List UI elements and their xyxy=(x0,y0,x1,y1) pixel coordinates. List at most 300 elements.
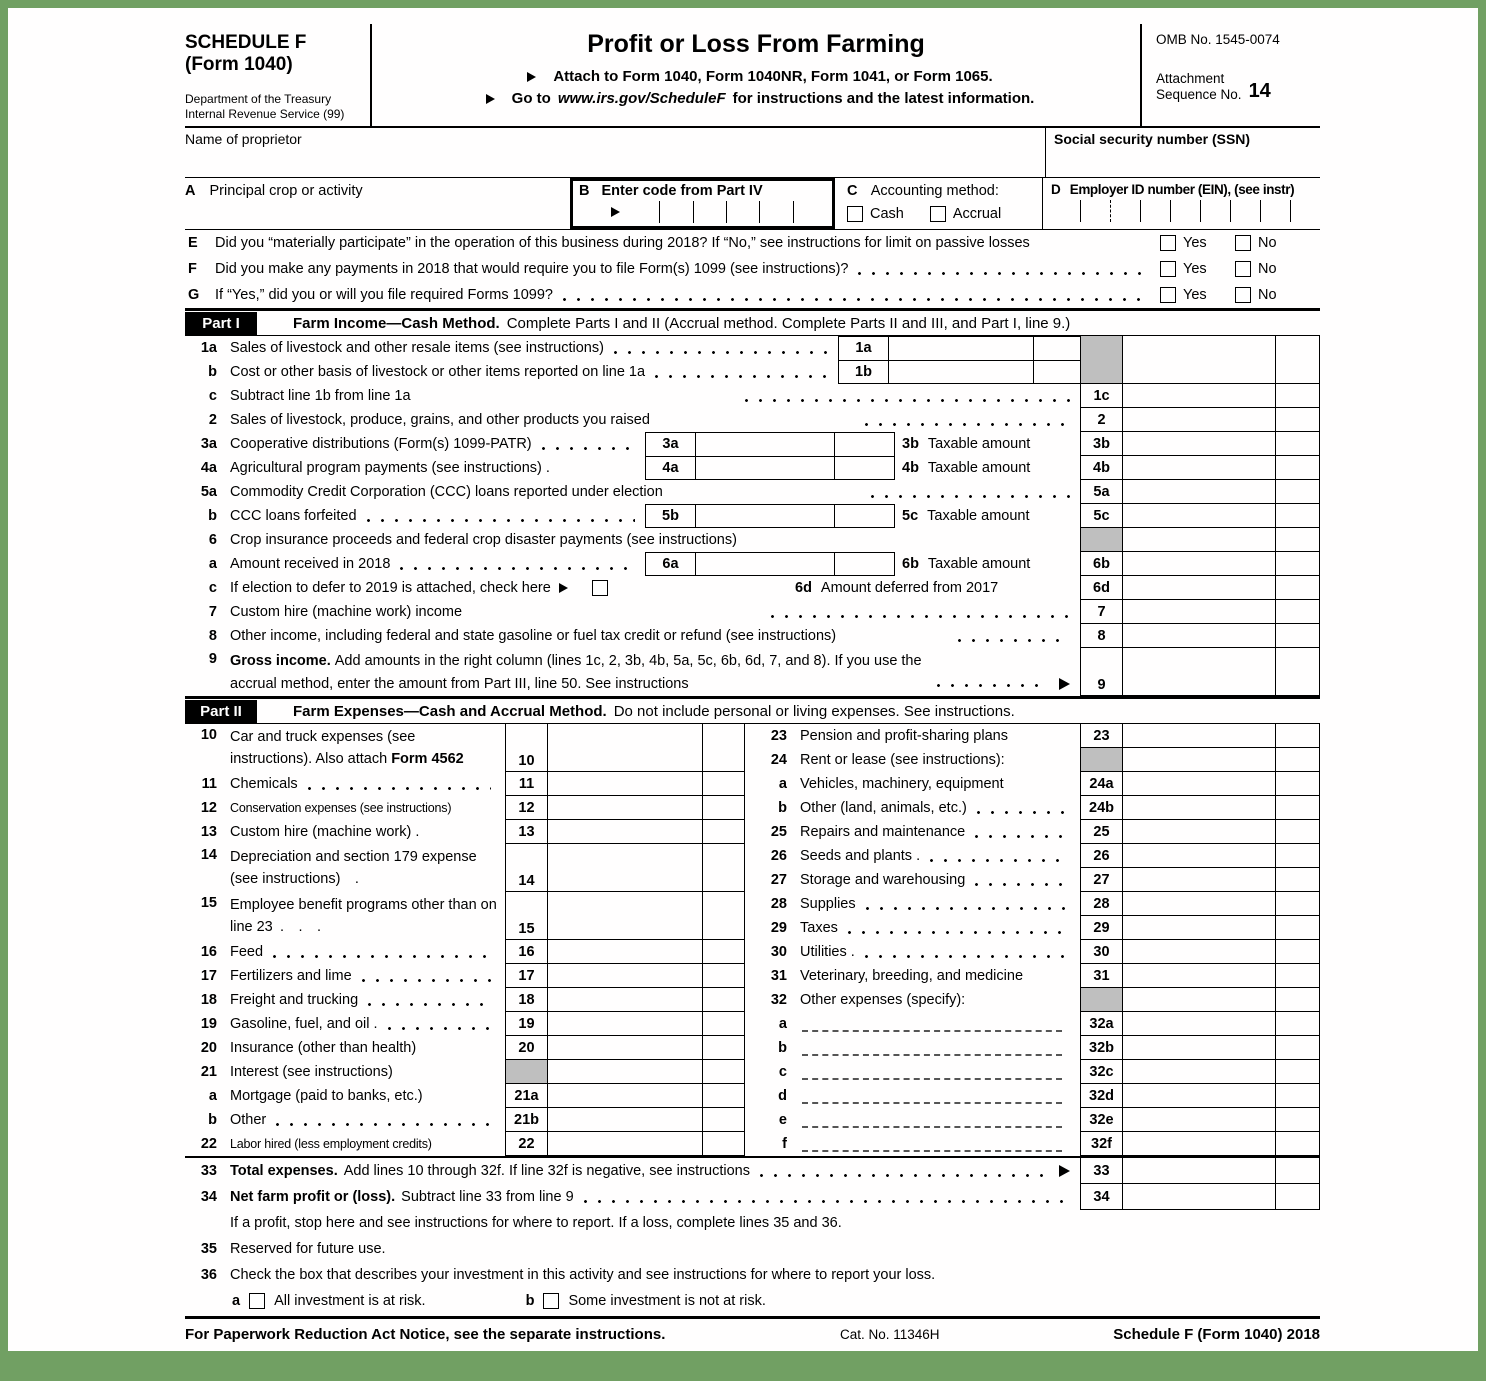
line-21b-cents-field[interactable] xyxy=(702,1108,745,1132)
code-box-cell[interactable] xyxy=(726,201,759,223)
line-number: 20 xyxy=(200,1040,217,1056)
line-32d-box-label: 32d xyxy=(1080,1084,1123,1108)
line-11-cents-field[interactable] xyxy=(702,772,745,796)
line-c-cell xyxy=(835,178,1042,229)
dot-leader xyxy=(400,567,635,570)
line-number: 33 xyxy=(200,1163,217,1179)
line-label: Utilities . xyxy=(800,944,855,960)
line-20-amount-field[interactable] xyxy=(548,1036,702,1060)
line-label: Gasoline, fuel, and oil . xyxy=(230,1016,378,1032)
line-24b-amount-field[interactable] xyxy=(1123,796,1275,820)
line-34-amount-field[interactable] xyxy=(1123,1184,1275,1210)
total-row-33 xyxy=(185,1158,1320,1184)
part2-row-14 xyxy=(185,844,747,892)
line-description xyxy=(230,1108,505,1132)
line-32c-amount-field[interactable] xyxy=(1123,1060,1275,1084)
yes-checkbox-E[interactable] xyxy=(1160,235,1176,251)
line-a-cell xyxy=(185,178,570,229)
code-box-cell[interactable] xyxy=(626,201,659,223)
line-11-box-label: 11 xyxy=(505,772,548,796)
line-32b-cents-field[interactable] xyxy=(1275,1036,1320,1060)
line-2-cents-field[interactable] xyxy=(1275,408,1320,432)
line-6-amount-field[interactable] xyxy=(1123,528,1275,552)
line-d-header xyxy=(1051,182,1320,197)
line-23-box-label: 23 xyxy=(1080,724,1123,748)
yes-checkbox-F[interactable] xyxy=(1160,261,1176,277)
ein-box-cell[interactable] xyxy=(1140,200,1170,222)
line-17-amount-field[interactable] xyxy=(548,964,702,988)
line-21-amount-field[interactable] xyxy=(548,1060,702,1084)
line-21-box-label xyxy=(505,1060,548,1084)
line-5a-cents-field[interactable] xyxy=(1275,480,1320,504)
ein-box-cell[interactable] xyxy=(1080,200,1110,222)
no-checkbox-F[interactable] xyxy=(1235,261,1251,277)
part2-row-24b xyxy=(755,796,1320,820)
proprietor-name-cell xyxy=(185,128,1045,177)
line-label-text: Subtract line 33 from line 9 xyxy=(401,1189,574,1205)
omb-number: OMB No. 1545-0074 xyxy=(1156,32,1280,47)
line-number: 8 xyxy=(208,628,217,644)
line-36ab-row xyxy=(185,1288,1320,1313)
line-6d-cents-field[interactable] xyxy=(1275,576,1320,600)
goto-pre-text: Go to xyxy=(511,90,551,107)
line-31-box-label: 31 xyxy=(1080,964,1123,988)
specify-line-32e[interactable] xyxy=(802,1126,1062,1128)
line-9-cents-field[interactable] xyxy=(1275,648,1320,696)
line-17-box-label: 17 xyxy=(505,964,548,988)
line-description xyxy=(230,360,838,384)
line-number: 14 xyxy=(200,847,217,863)
ein-box-cell[interactable] xyxy=(1170,200,1200,222)
line-number: 28 xyxy=(770,896,787,912)
line-8-cents-field[interactable] xyxy=(1275,624,1320,648)
line-8-box-label: 8 xyxy=(1080,624,1123,648)
line-3b-amount-field[interactable] xyxy=(1123,432,1275,456)
line-number: a xyxy=(778,1016,787,1032)
question-letter: F xyxy=(188,261,197,277)
line-27-cents-field[interactable] xyxy=(1275,868,1320,892)
part1-row-5c xyxy=(185,504,1320,528)
code-box-cell[interactable] xyxy=(659,201,692,223)
line-13-amount-field[interactable] xyxy=(548,820,702,844)
line-18-amount-field[interactable] xyxy=(548,988,702,1012)
line-4b-amount-field[interactable] xyxy=(1123,456,1275,480)
part2-row-13 xyxy=(185,820,747,844)
profit-note-row xyxy=(185,1210,1320,1236)
line-12-cents-field[interactable] xyxy=(702,796,745,820)
line-24-amount-field[interactable] xyxy=(1123,748,1275,772)
line-number: 26 xyxy=(770,848,787,864)
line-19-amount-field[interactable] xyxy=(548,1012,702,1036)
line-number: d xyxy=(778,1088,787,1104)
ein-box-cell[interactable] xyxy=(1230,200,1260,222)
line-32a-cents-field[interactable] xyxy=(1275,1012,1320,1036)
ein-box-cell[interactable] xyxy=(1290,200,1320,222)
line-1b-inner-field[interactable] xyxy=(889,361,1033,383)
part1-row-6b xyxy=(185,552,1320,576)
line-description xyxy=(230,648,927,696)
line-21a-cents-field[interactable] xyxy=(702,1084,745,1108)
part1-subtitle: Complete Parts I and II (Accrual method. Complete Parts II and III, and Part I, line 9.) xyxy=(506,314,1071,332)
line-description xyxy=(230,844,505,892)
line-32a-box-label: 32a xyxy=(1080,1012,1123,1036)
line-description xyxy=(230,772,505,796)
line-description xyxy=(800,724,1080,748)
line-7-box-label: 7 xyxy=(1080,600,1123,624)
line-number: 29 xyxy=(770,920,787,936)
line-24a-cents-field[interactable] xyxy=(1275,772,1320,796)
line-number: c xyxy=(778,1064,787,1080)
line-number: 5a xyxy=(200,484,217,500)
line-6a-inner-cents[interactable] xyxy=(834,553,894,575)
line-b-label: Enter code from Part IV xyxy=(601,183,763,199)
line-description xyxy=(800,796,1080,820)
line-description xyxy=(230,384,735,408)
code-box-cell[interactable] xyxy=(759,201,792,223)
line-15-amount-field[interactable] xyxy=(548,892,702,940)
part2-row-10 xyxy=(185,724,747,772)
line-1a-inner-field[interactable] xyxy=(889,337,1033,360)
line-32f-cents-field[interactable] xyxy=(1275,1132,1320,1156)
line-7-cents-field[interactable] xyxy=(1275,600,1320,624)
line-description xyxy=(230,724,505,772)
department-line-1: Department of the Treasury xyxy=(185,91,332,106)
line-6d-amount-field[interactable] xyxy=(1123,576,1275,600)
specify-line-32d[interactable] xyxy=(802,1102,1062,1104)
part2-left-column xyxy=(185,724,747,1156)
dot-leader xyxy=(930,859,1066,862)
line-label: Storage and warehousing xyxy=(800,872,966,888)
line-32-cents-field[interactable] xyxy=(1275,988,1320,1012)
line-number: c xyxy=(208,388,217,404)
line-17-cents-field[interactable] xyxy=(702,964,745,988)
no-label: No xyxy=(1258,235,1277,251)
line-14-box-label: 14 xyxy=(505,844,548,892)
line-8-amount-field[interactable] xyxy=(1123,624,1275,648)
line-32c-cents-field[interactable] xyxy=(1275,1060,1320,1084)
part1-title: Farm Income—Cash Method. xyxy=(293,314,500,332)
dot-leader xyxy=(614,351,828,354)
paperwork-notice: For Paperwork Reduction Act Notice, see the separate instructions. xyxy=(185,1326,666,1343)
line-1a-inner-cents[interactable] xyxy=(1033,337,1080,360)
line-label-text: Commodity Credit Corporation (CCC) loans reported under election xyxy=(230,484,663,500)
ein-box-cell[interactable] xyxy=(1110,200,1140,222)
line-number: 25 xyxy=(770,824,787,840)
some-investment-not-at-risk-checkbox[interactable] xyxy=(543,1293,559,1309)
line-number: b xyxy=(208,508,217,524)
deferred-line-number: 6d xyxy=(795,580,812,596)
schedule-name: SCHEDULE F xyxy=(185,32,307,53)
part2-row-22 xyxy=(185,1132,747,1156)
line-32-amount-field[interactable] xyxy=(1123,988,1275,1012)
line-3b-cents-field[interactable] xyxy=(1275,432,1320,456)
line-label: Vehicles, machinery, equipment xyxy=(800,776,1004,792)
line-description xyxy=(230,552,645,576)
line-24-cents-field[interactable] xyxy=(1275,748,1320,772)
line-5a-box-label: 5a xyxy=(1080,480,1123,504)
line-label-text: Add amounts in the right column (lines 1c, 2, 3b, 4b, 5a, 5c, 6b, 6d, 7, and 8). If you use the accrual method, enter the amount from Part III, line 50. See instructions xyxy=(230,652,922,692)
ssn-input[interactable] xyxy=(1046,148,1320,175)
line-25-cents-field[interactable] xyxy=(1275,820,1320,844)
line-20-cents-field[interactable] xyxy=(702,1036,745,1060)
line-5a-amount-field[interactable] xyxy=(1123,480,1275,504)
line-16-box-label: 16 xyxy=(505,940,548,964)
part2-row-20 xyxy=(185,1036,747,1060)
line-30-amount-field[interactable] xyxy=(1123,940,1275,964)
line-36-label: Check the box that describes your investment in this activity and see instructions for where to report your loss. xyxy=(230,1267,936,1283)
line-32d-cents-field[interactable] xyxy=(1275,1084,1320,1108)
arrow-icon xyxy=(611,207,620,217)
taxable-amount-zone xyxy=(895,504,1080,528)
line-description xyxy=(230,624,948,648)
line-34-cents-field[interactable] xyxy=(1275,1184,1320,1210)
question-text: Did you make any payments in 2018 that would require you to file Form(s) 1099 (see instructions)? xyxy=(215,261,849,277)
line-1c-cents-field[interactable] xyxy=(1275,384,1320,408)
line-32e-amount-field[interactable] xyxy=(1123,1108,1275,1132)
line-22-cents-field[interactable] xyxy=(702,1132,745,1156)
line-4a-inner-box xyxy=(645,456,895,480)
defer-election-checkbox[interactable] xyxy=(592,580,608,596)
line-label-bold: Gross income. xyxy=(230,652,335,669)
arrow-icon xyxy=(1059,1165,1070,1177)
line-label: Agricultural program payments (see instructions) . xyxy=(230,460,550,476)
proprietor-name-input[interactable] xyxy=(185,148,1045,175)
line-1c-amount-field[interactable] xyxy=(1123,384,1275,408)
line-18-cents-field[interactable] xyxy=(702,988,745,1012)
ein-box-cell[interactable] xyxy=(1051,200,1080,222)
line-number: f xyxy=(782,1136,787,1152)
line-14-amount-field[interactable] xyxy=(548,844,702,892)
line-32a-amount-field[interactable] xyxy=(1123,1012,1275,1036)
line-10-amount-field[interactable] xyxy=(548,724,702,772)
line-35-row xyxy=(185,1236,1320,1262)
part2-row-32f xyxy=(755,1132,1320,1156)
part1-row-5a xyxy=(185,480,1320,504)
line-21a-amount-field[interactable] xyxy=(548,1084,702,1108)
question-letter: G xyxy=(188,287,200,303)
line-13-cents-field[interactable] xyxy=(702,820,745,844)
line-26-cents-field[interactable] xyxy=(1275,844,1320,868)
part2-row-32c xyxy=(755,1060,1320,1084)
line-description xyxy=(230,504,645,528)
line-6a-inner-field[interactable] xyxy=(696,553,834,575)
no-checkbox-E[interactable] xyxy=(1235,235,1251,251)
line-number: 24 xyxy=(770,752,787,768)
line-19-cents-field[interactable] xyxy=(702,1012,745,1036)
line-4a-inner-cents[interactable] xyxy=(834,457,894,479)
part4-code-boxes xyxy=(579,201,826,223)
taxable-amount-zone xyxy=(895,552,1080,576)
line-description xyxy=(230,1012,505,1036)
line-32d-amount-field[interactable] xyxy=(1123,1084,1275,1108)
code-box-cell[interactable] xyxy=(793,201,826,223)
dot-leader xyxy=(745,399,1070,402)
line-16-cents-field[interactable] xyxy=(702,940,745,964)
line-28-cents-field[interactable] xyxy=(1275,892,1320,916)
deferred-amount-zone xyxy=(795,576,1080,600)
line-3a-inner-box xyxy=(645,432,895,456)
line-description xyxy=(230,576,578,600)
line-label xyxy=(230,408,650,432)
line-description xyxy=(230,600,761,624)
yes-checkbox-G[interactable] xyxy=(1160,287,1176,303)
line-24a-amount-field[interactable] xyxy=(1123,772,1275,796)
line-description xyxy=(800,1132,1080,1156)
form-title: Profit or Loss From Farming xyxy=(587,30,925,58)
specify-line-32a[interactable] xyxy=(802,1030,1062,1032)
line-label: Rent or lease (see instructions): xyxy=(800,752,1005,768)
line-label: Sales of livestock and other resale items (see instructions) xyxy=(230,340,604,356)
line-15-cents-field[interactable] xyxy=(702,892,745,940)
line-23-cents-field[interactable] xyxy=(1275,724,1320,748)
irs-url-link[interactable]: www.irs.gov/ScheduleF xyxy=(557,90,726,107)
part2-row-32b xyxy=(755,1036,1320,1060)
line-5c-cents-field[interactable] xyxy=(1275,504,1320,528)
line-description xyxy=(230,432,645,456)
line-30-cents-field[interactable] xyxy=(1275,940,1320,964)
line-description xyxy=(800,988,1080,1012)
line-14-cents-field[interactable] xyxy=(702,844,745,892)
line-16-amount-field[interactable] xyxy=(548,940,702,964)
line-description xyxy=(230,1060,505,1084)
line-number: b xyxy=(208,364,217,380)
line-5b-inner-label: 5b xyxy=(646,505,696,527)
form-id-footer: Schedule F (Form 1040) 2018 xyxy=(1113,1326,1320,1343)
line-description xyxy=(800,892,1080,916)
part1-body xyxy=(185,336,1320,696)
line-32f-amount-field[interactable] xyxy=(1123,1132,1275,1156)
all-investment-at-risk-checkbox[interactable] xyxy=(249,1293,265,1309)
line-label: Cooperative distributions (Form(s) 1099-PATR) xyxy=(230,436,532,452)
line-32f-box-label: 32f xyxy=(1080,1132,1123,1156)
line-33-cents-field[interactable] xyxy=(1275,1158,1320,1184)
line-6b-cents-field[interactable] xyxy=(1275,552,1320,576)
line-5b-inner-cents[interactable] xyxy=(834,505,894,527)
dot-leader xyxy=(975,835,1066,838)
line-29-amount-field[interactable] xyxy=(1123,916,1275,940)
line-5c-amount-field[interactable] xyxy=(1123,504,1275,528)
specify-line-32b[interactable] xyxy=(802,1054,1062,1056)
arrow-icon xyxy=(527,72,536,82)
ein-box-cell[interactable] xyxy=(1200,200,1230,222)
line-number: b xyxy=(208,1112,217,1128)
line-label: Fertilizers and lime xyxy=(230,968,352,984)
line-6-cents-field[interactable] xyxy=(1275,528,1320,552)
line-4a-inner-field[interactable] xyxy=(696,457,834,479)
line-19-box-label: 19 xyxy=(505,1012,548,1036)
line-number: e xyxy=(778,1112,787,1128)
line-22-amount-field[interactable] xyxy=(548,1132,702,1156)
line-3a-inner-label: 3a xyxy=(646,433,696,456)
line-5b-inner-box xyxy=(645,504,895,528)
line-label: Conservation expenses (see instructions) xyxy=(230,801,452,815)
line-1b-inner-box xyxy=(838,360,1080,384)
arrow-icon xyxy=(559,583,568,593)
line-36-row xyxy=(185,1262,1320,1288)
yes-no-group xyxy=(1160,287,1320,303)
line-26-amount-field[interactable] xyxy=(1123,844,1275,868)
ein-box-cell[interactable] xyxy=(1260,200,1290,222)
shaded-cell xyxy=(1080,336,1123,360)
line-10-cents-field[interactable] xyxy=(702,724,745,772)
line-2-amount-field[interactable] xyxy=(1123,408,1275,432)
line-24-box-label xyxy=(1080,748,1123,772)
cash-option xyxy=(847,206,904,222)
line-33-amount-field[interactable] xyxy=(1123,1158,1275,1184)
line-21b-amount-field[interactable] xyxy=(548,1108,702,1132)
specify-line-32f[interactable] xyxy=(802,1150,1062,1152)
line-description xyxy=(230,528,1080,552)
part2-row-12 xyxy=(185,796,747,820)
code-box-cell[interactable] xyxy=(693,201,726,223)
line-23-amount-field[interactable] xyxy=(1123,724,1275,748)
line-31-cents-field[interactable] xyxy=(1275,964,1320,988)
part2-row-24a xyxy=(755,772,1320,796)
part2-body xyxy=(185,724,1320,1156)
specify-line-32c[interactable] xyxy=(802,1078,1062,1080)
line-31-amount-field[interactable] xyxy=(1123,964,1275,988)
line-27-amount-field[interactable] xyxy=(1123,868,1275,892)
yes-label: Yes xyxy=(1183,261,1207,277)
attachment-sequence xyxy=(1156,71,1320,103)
no-checkbox-G[interactable] xyxy=(1235,287,1251,303)
line-32e-cents-field[interactable] xyxy=(1275,1108,1320,1132)
accrual-checkbox[interactable] xyxy=(930,206,946,222)
line-11-amount-field[interactable] xyxy=(548,772,702,796)
line-3a-inner-cents[interactable] xyxy=(834,433,894,456)
line-24b-box-label: 24b xyxy=(1080,796,1123,820)
line-5c-box-label: 5c xyxy=(1080,504,1123,528)
line-d-cell xyxy=(1042,178,1320,229)
line-12-amount-field[interactable] xyxy=(548,796,702,820)
line-label: Pension and profit-sharing plans xyxy=(800,728,1008,744)
cash-checkbox[interactable] xyxy=(847,206,863,222)
arrow-icon xyxy=(486,94,495,104)
line-25-amount-field[interactable] xyxy=(1123,820,1275,844)
goto-post-text: for instructions and the latest information. xyxy=(732,90,1035,107)
line-description xyxy=(230,1184,1080,1210)
line-6b-amount-field[interactable] xyxy=(1123,552,1275,576)
no-label: No xyxy=(1258,261,1277,277)
line-4b-cents-field[interactable] xyxy=(1275,456,1320,480)
dot-leader xyxy=(308,787,491,790)
part1-row-1b xyxy=(185,360,1320,384)
line-32-box-label xyxy=(1080,988,1123,1012)
question-letter: E xyxy=(188,235,198,251)
part1-row-6 xyxy=(185,528,1320,552)
line-9-amount-field[interactable] xyxy=(1123,648,1275,696)
principal-crop-input[interactable] xyxy=(185,199,570,221)
line-28-amount-field[interactable] xyxy=(1123,892,1275,916)
line-number: 3a xyxy=(200,436,217,452)
line-21-cents-field[interactable] xyxy=(702,1060,745,1084)
line-3a-inner-field[interactable] xyxy=(696,433,834,456)
line-1b-inner-cents[interactable] xyxy=(1033,361,1080,383)
line-label: Labor hired (less employment credits) xyxy=(230,1137,432,1151)
line-32b-amount-field[interactable] xyxy=(1123,1036,1275,1060)
taxable-line-number: 6b xyxy=(902,556,919,572)
line-label: Other (land, animals, etc.) xyxy=(800,800,967,816)
line-label: Interest (see instructions) xyxy=(230,1064,393,1080)
line-description xyxy=(230,336,838,360)
part2-row-25 xyxy=(755,820,1320,844)
line-24b-cents-field[interactable] xyxy=(1275,796,1320,820)
line-5b-inner-field[interactable] xyxy=(696,505,834,527)
line-description xyxy=(800,820,1080,844)
line-29-cents-field[interactable] xyxy=(1275,916,1320,940)
line-33-box-label: 33 xyxy=(1080,1158,1123,1184)
line-7-amount-field[interactable] xyxy=(1123,600,1275,624)
